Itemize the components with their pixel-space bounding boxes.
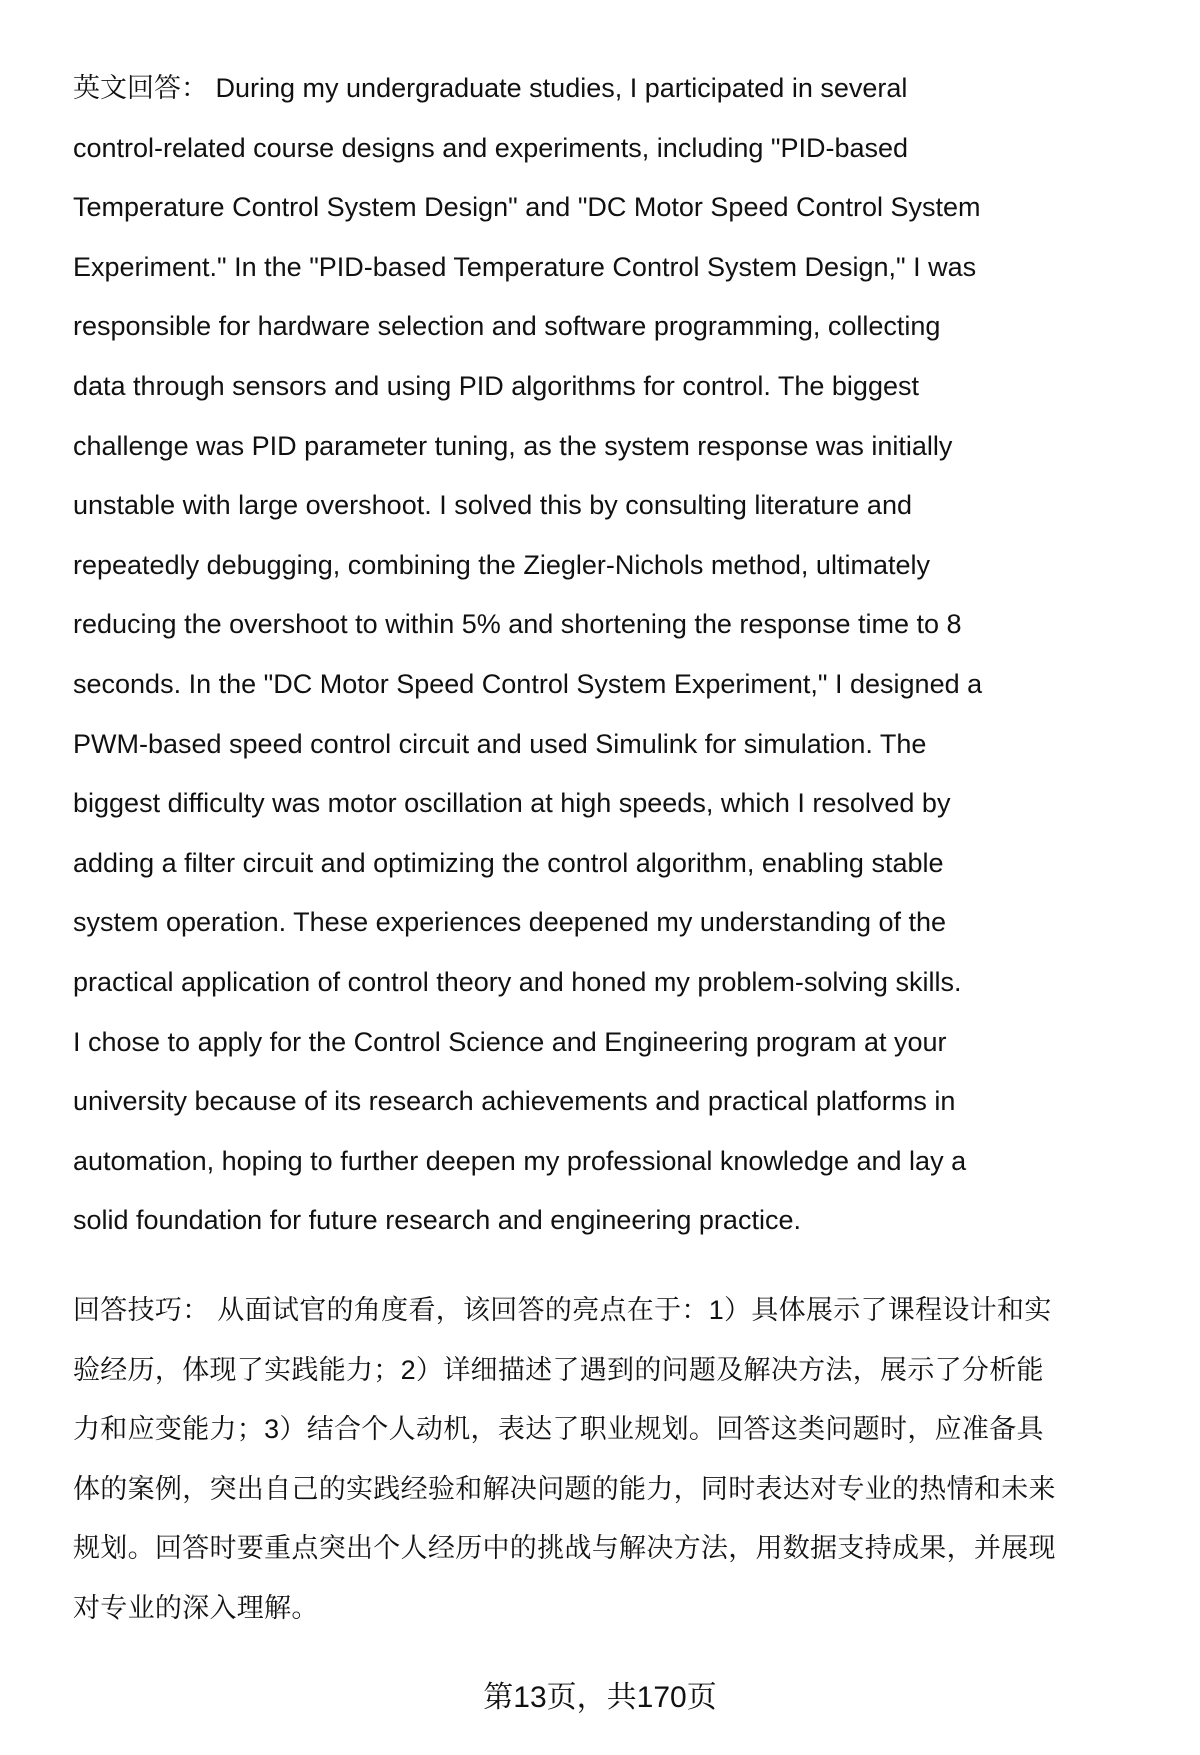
answer-tips-paragraph bbox=[73, 1281, 1173, 1639]
text-line: 回答技巧： 从面试官的角度看，该回答的亮点在于：1）具体展示了课程设计和实 bbox=[73, 1295, 1052, 1325]
text-line: solid foundation for future research and engineering practice. bbox=[73, 1205, 801, 1236]
text-line: Experiment." In the "PID-based Temperature Control System Design," I was bbox=[73, 251, 977, 282]
text-line: data through sensors and using PID algorithms for control. The biggest bbox=[73, 370, 919, 401]
text-line: 体的案例，突出自己的实践经验和解决问题的能力，同时表达对专业的热情和未来 bbox=[73, 1473, 1056, 1504]
text-line: PWM-based speed control circuit and used Simulink for simulation. The bbox=[73, 728, 927, 759]
english-answer-paragraph bbox=[73, 59, 1173, 1251]
text-line: reducing the overshoot to within 5% and shortening the response time to 8 bbox=[73, 609, 962, 640]
text-line: I chose to apply for the Control Science and Engineering program at your bbox=[73, 1026, 947, 1057]
text-line: automation, hoping to further deepen my professional knowledge and lay a bbox=[73, 1145, 967, 1176]
text-line: control-related course designs and experiments, including "PID-based bbox=[73, 132, 909, 163]
text-line: practical application of control theory and honed my problem-solving skills. bbox=[73, 966, 962, 997]
text-line: adding a filter circuit and optimizing the control algorithm, enabling stable bbox=[73, 847, 944, 878]
text-line: challenge was PID parameter tuning, as the system response was initially bbox=[73, 430, 953, 461]
text-line: university because of its research achievements and practical platforms in bbox=[73, 1086, 956, 1117]
text-line: unstable with large overshoot. I solved this by consulting literature and bbox=[73, 490, 912, 521]
text-line: seconds. In the "DC Motor Speed Control System Experiment," I designed a bbox=[73, 668, 983, 699]
text-line: biggest difficulty was motor oscillation at high speeds, which I resolved by bbox=[73, 788, 951, 819]
text-line: system operation. These experiences deepened my understanding of the bbox=[73, 907, 947, 938]
text-line: 对专业的深入理解。 bbox=[73, 1592, 319, 1623]
text-line: repeatedly debugging, combining the Ziegler-Nichols method, ultimately bbox=[73, 549, 930, 580]
text-line: 英文回答： During my undergraduate studies, I participated in several bbox=[73, 73, 908, 103]
page-indicator: 第13页，共170页 bbox=[483, 1681, 717, 1714]
text-line: 力和应变能力；3）结合个人动机，表达了职业规划。回答这类问题时，应准备具 bbox=[73, 1414, 1044, 1445]
text-line: Temperature Control System Design" and "DC Motor Speed Control System bbox=[73, 192, 981, 223]
text-line: 验经历，体现了实践能力；2）详细描述了遇到的问题及解决方法，展示了分析能 bbox=[73, 1354, 1044, 1385]
text-line: 规划。回答时要重点突出个人经历中的挑战与解决方法，用数据支持成果，并展现 bbox=[73, 1533, 1056, 1564]
text-line: responsible for hardware selection and software programming, collecting bbox=[73, 311, 941, 342]
